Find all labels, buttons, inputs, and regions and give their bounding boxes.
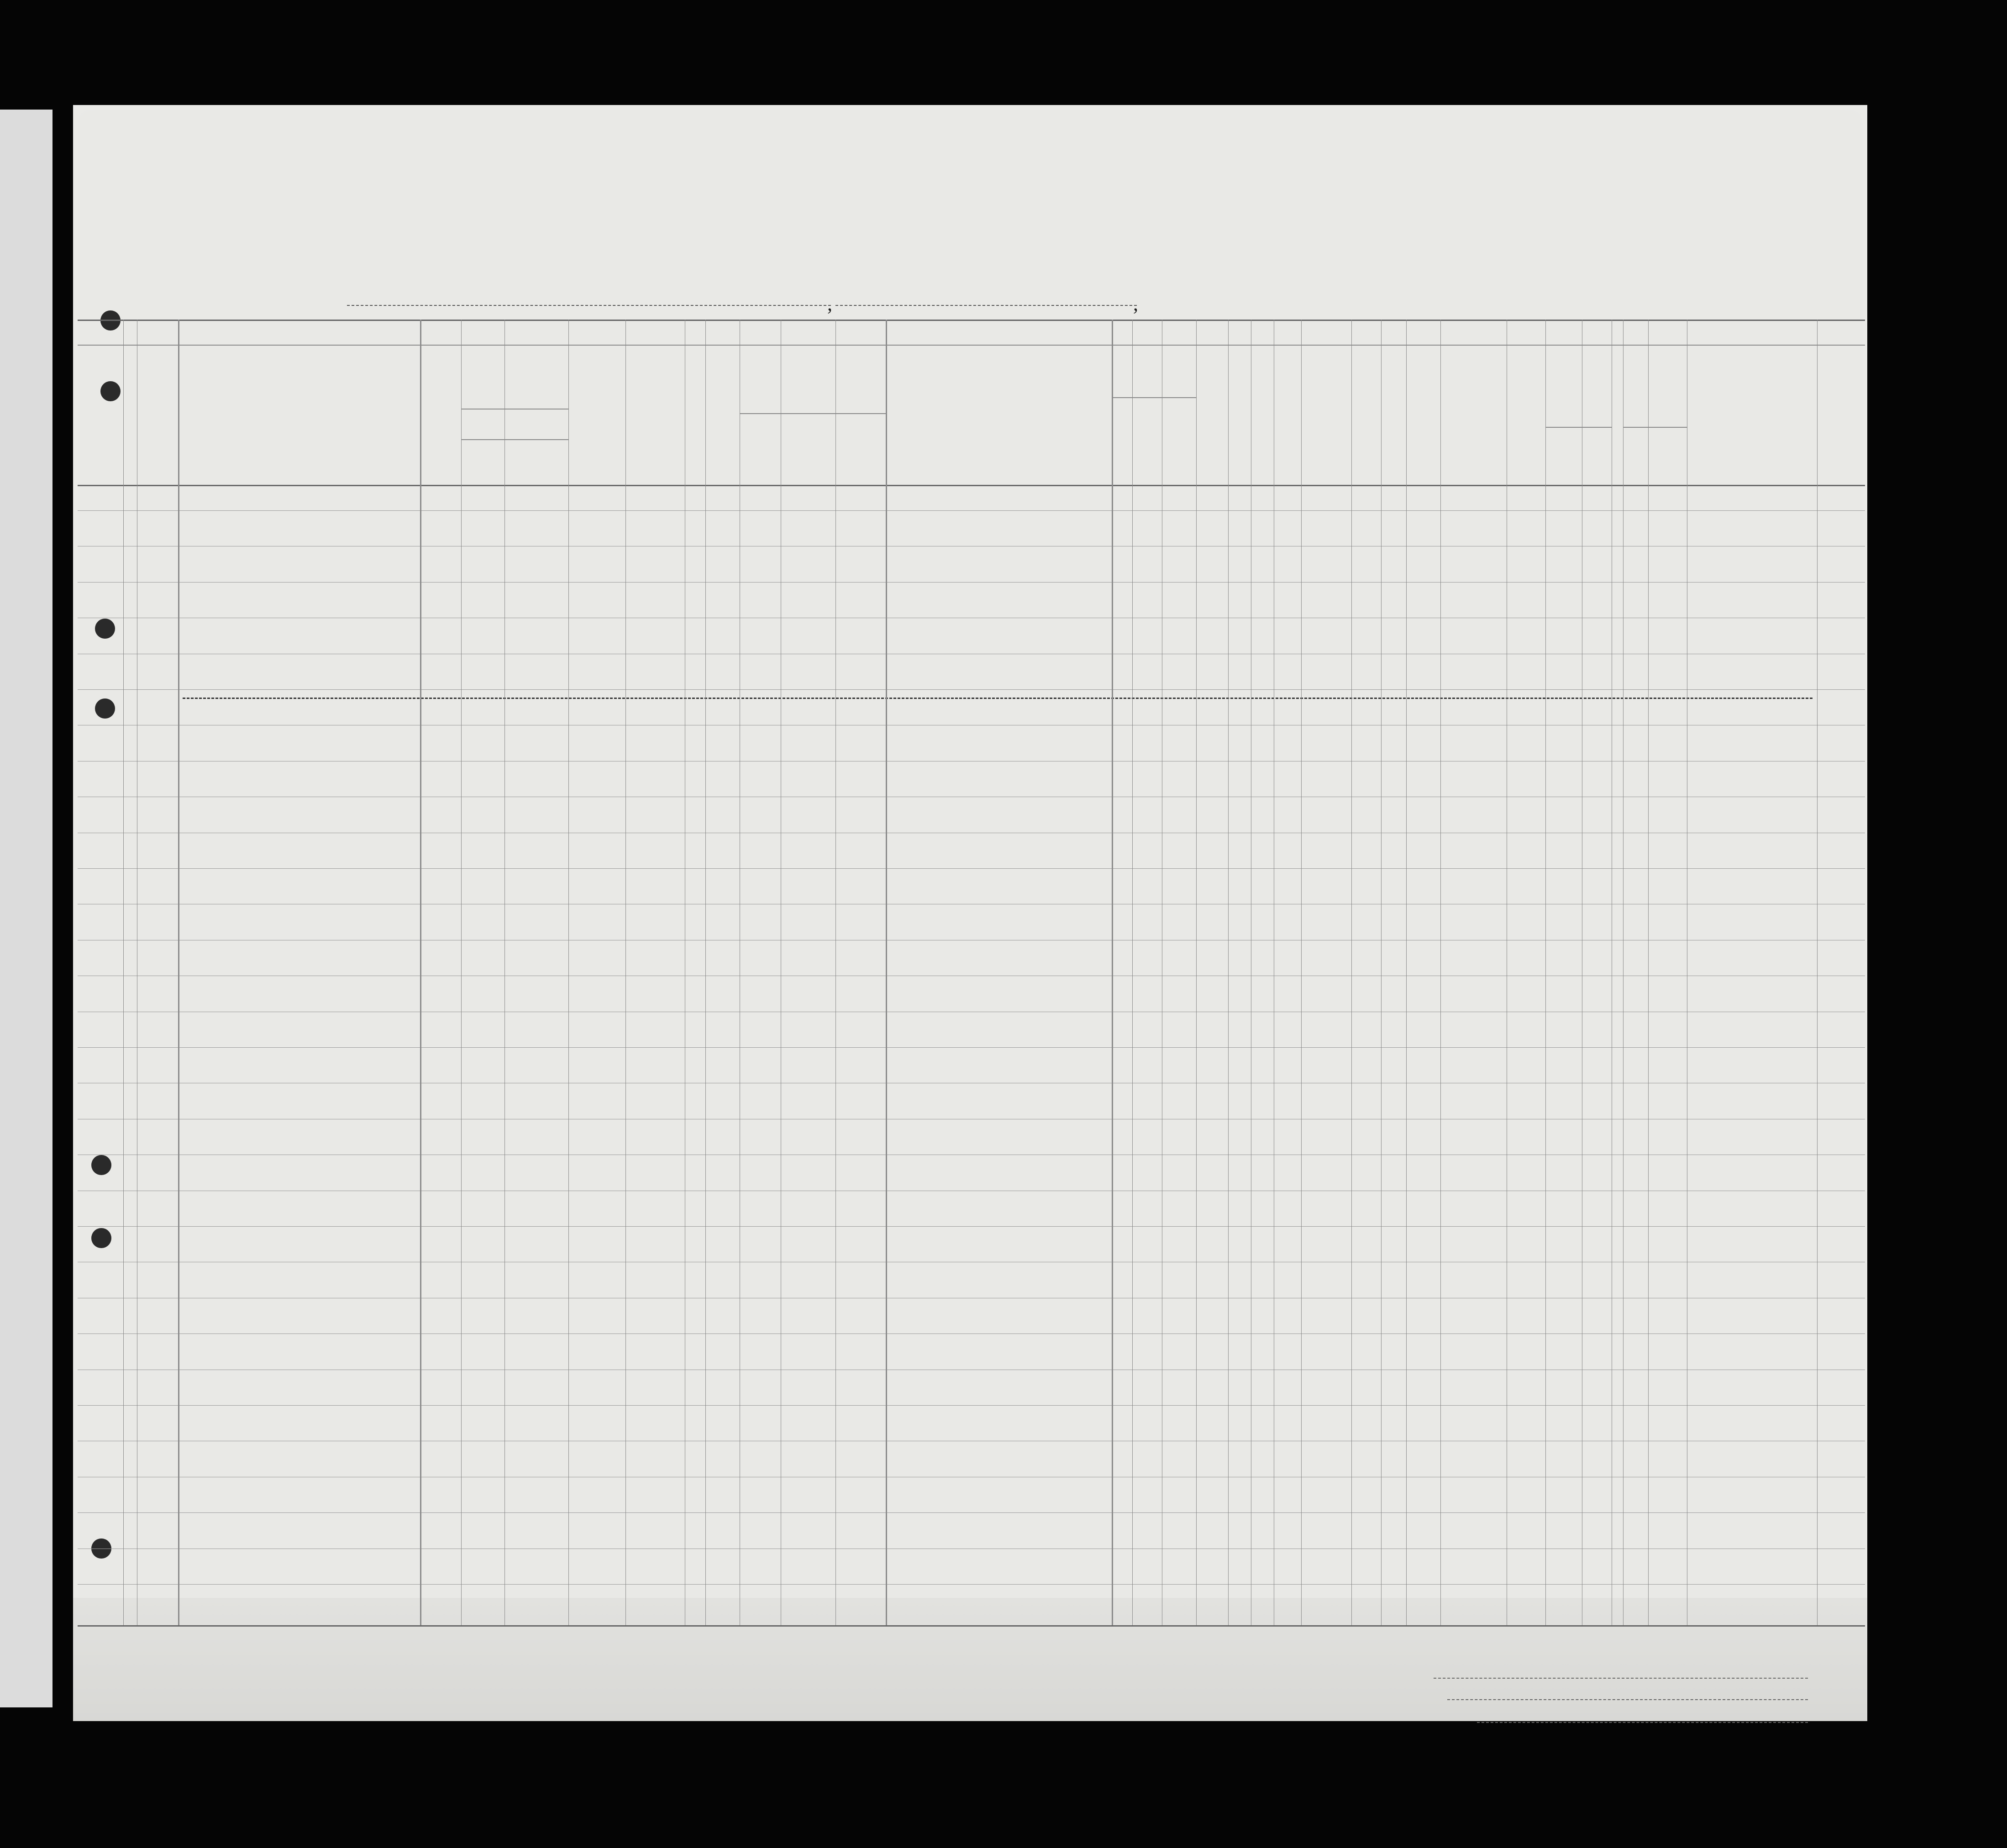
column-rule: [1381, 320, 1382, 1625]
sheet-bottom-shade: [73, 1598, 1867, 1721]
port-underline: [347, 305, 831, 306]
table-bottom-rule: [78, 1625, 1865, 1627]
agents-underline: [1477, 1722, 1808, 1723]
column-rule: [1351, 320, 1352, 1625]
col36-sub-rule: [1623, 427, 1687, 428]
row-rule: [78, 689, 1865, 690]
row-rule: [78, 1047, 1865, 1048]
punch-hole: [95, 619, 115, 639]
row-rule: [78, 868, 1865, 869]
row-rule: [78, 1226, 1865, 1227]
punch-hole: [95, 698, 115, 719]
date-underline: [835, 305, 1137, 306]
column-rule: [568, 320, 569, 1625]
punch-hole: [91, 1228, 111, 1248]
column-rule: [1440, 320, 1441, 1625]
row-rule: [78, 582, 1865, 583]
punch-hole: [100, 381, 121, 401]
header-bottom-rule: [78, 485, 1865, 486]
header-top-rule: [78, 320, 1865, 321]
col22-sub-rule: [740, 413, 886, 414]
col18-sub-rule: [461, 409, 568, 410]
column-rule: [1817, 320, 1818, 1625]
column-rule: [1301, 320, 1302, 1625]
column-rule: [886, 320, 887, 1625]
col34-sub-rule: [1545, 427, 1612, 428]
column-rule: [1648, 320, 1649, 1625]
column-rule: [1112, 320, 1113, 1625]
col18-sub-rule-2: [461, 439, 568, 440]
punch-hole: [91, 1155, 111, 1175]
adjacent-page-fragment: [0, 110, 53, 1707]
column-rule: [1196, 320, 1197, 1625]
column-rule: [1406, 320, 1407, 1625]
column-rule: [420, 320, 421, 1625]
row5-separator: [183, 698, 1813, 699]
column-rule: [123, 320, 124, 1625]
column-rule: [1228, 320, 1229, 1625]
line-underline: [1434, 1678, 1808, 1679]
date-comma: ,: [827, 293, 832, 315]
column-rule: [461, 320, 462, 1625]
column-rule: [178, 320, 179, 1625]
column-number-rule: [78, 345, 1865, 346]
column-rule: [504, 320, 505, 1625]
row-rule: [78, 510, 1865, 511]
row-rule: [78, 1405, 1865, 1406]
row-rule: [78, 1584, 1865, 1585]
column-rule: [1132, 320, 1133, 1625]
manifest-sheet: [73, 105, 1867, 1721]
column-rule: [705, 320, 706, 1625]
row-rule: [78, 1512, 1865, 1513]
column-rule: [835, 320, 836, 1625]
year-comma: ,: [1133, 293, 1138, 315]
column-rule: [1545, 320, 1546, 1625]
owners-underline: [1447, 1699, 1808, 1700]
column-rule: [625, 320, 626, 1625]
col24-sub-rule: [1112, 397, 1196, 398]
